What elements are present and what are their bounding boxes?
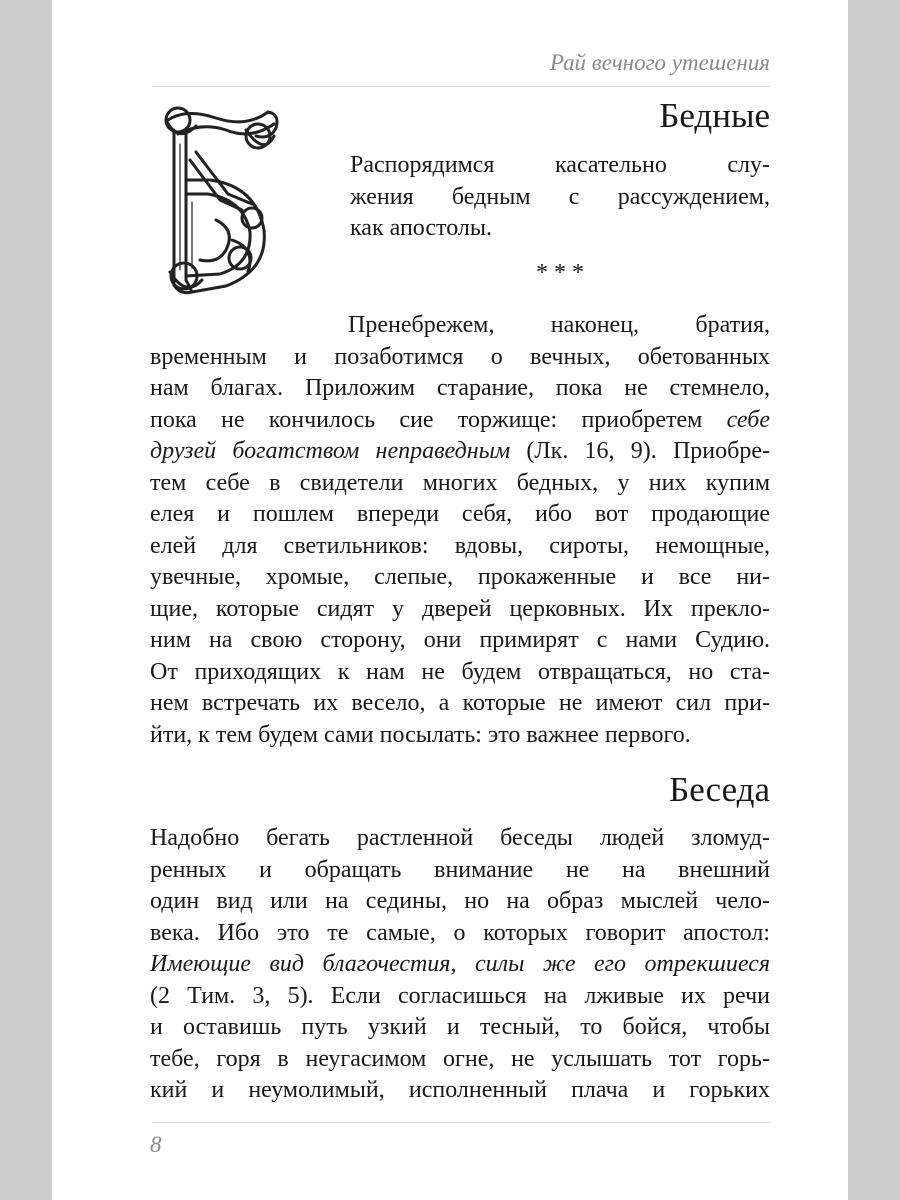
intro-line: жения бедным с рассуждением,	[350, 183, 770, 210]
body-line: увечные, хромые, слепые, прокаженные и все ни-	[150, 564, 770, 590]
body-line: Надобно бегать растленной беседы людей зломуд-	[150, 825, 770, 851]
body-line: От приходящих к нам не будем отвращаться, но ста-	[150, 658, 770, 685]
page-number: 8	[150, 1132, 162, 1157]
body-line: нем встречать их весело, а которые не имеют сил при-	[150, 690, 770, 716]
body-line: ним на свою сторону, они примирят с нами Судию.	[150, 627, 770, 653]
body-line: елей для светильников: вдовы, сироты, немощные,	[150, 532, 770, 559]
body-line	[150, 949, 770, 981]
body-line	[150, 436, 770, 468]
italic-quote: себе	[726, 406, 770, 433]
body-line: Пренебрежем, наконец, братия,	[348, 312, 770, 338]
italic-quote: Имеющие вид благочестия, силы же его отрекшиеся	[150, 951, 770, 977]
section2-body	[150, 823, 770, 1107]
intro-line: как апостолы.	[350, 215, 492, 241]
section-heading-beseda: Беседа	[669, 770, 770, 809]
separator-stars: * * *	[536, 260, 584, 286]
book-page	[52, 0, 848, 1200]
body-line: ренных и обращать внимание не на внешний	[150, 856, 770, 883]
running-head: Рай вечного утешения	[549, 50, 770, 75]
body-line: один вид или на седины, но на образ мыслей чело-	[150, 888, 770, 914]
section1-intro	[350, 150, 770, 245]
section1-body	[150, 310, 770, 751]
header-rule	[152, 86, 770, 87]
body-line	[150, 405, 770, 437]
section-separator	[150, 258, 770, 290]
body-line: тебе, горя в неугасимом огне, не услышать тот горь-	[150, 1045, 770, 1072]
body-line: века. Ибо это те самые, о которых говорит апостол:	[150, 919, 770, 946]
body-line: и оставишь путь узкий и тесный, то бойся, чтобы	[150, 1014, 770, 1040]
body-line: щие, которые сидят у дверей церковных. Их прекло-	[150, 595, 770, 622]
body-text: (Лк. 16, 9). Приобре-	[510, 438, 771, 464]
body-line: йти, к тем будем сами посылать: это важнее первого.	[150, 721, 691, 748]
body-line: (2 Тим. 3, 5). Если согласишься на лживые их речи	[150, 982, 770, 1009]
italic-quote: друзей богатством неправедным	[150, 438, 511, 464]
body-text: пока не кончилось сие торжище: приобретем	[150, 406, 727, 433]
body-line: нам благах. Приложим старание, пока не стемнело,	[150, 375, 770, 401]
body-line: кий и неумолимый, исполненный плача и горьких	[150, 1077, 770, 1103]
body-line: временным и позаботимся о вечных, обетованных	[150, 343, 770, 370]
body-line: елея и пошлем впереди себя, ибо вот продающие	[150, 501, 770, 527]
body-line: тем себе в свидетели многих бедных, у них купим	[150, 469, 770, 496]
footer-rule	[152, 1122, 770, 1123]
intro-line: Распорядимся касательно слу-	[350, 152, 770, 178]
section-heading-bednye: Бедные	[659, 96, 770, 135]
